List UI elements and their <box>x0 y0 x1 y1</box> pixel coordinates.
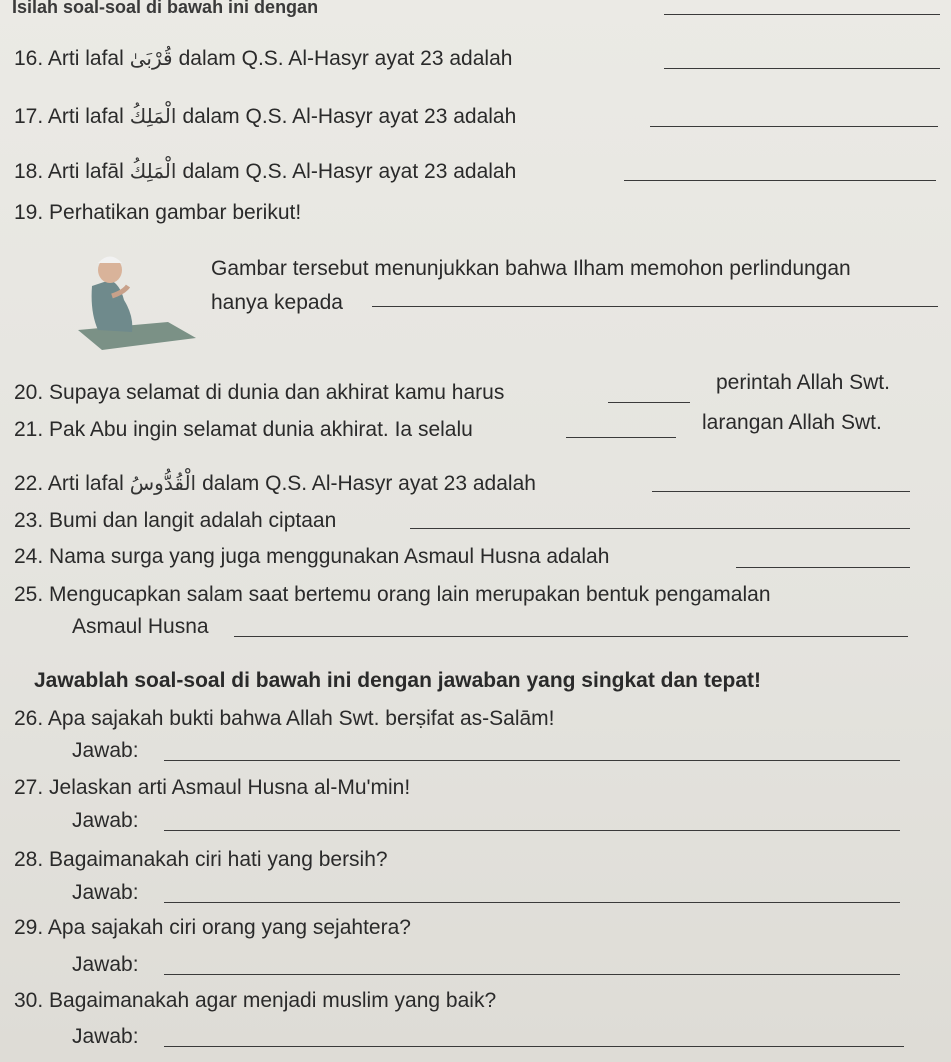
answer-blank[interactable] <box>164 1046 904 1047</box>
question-19-description: hanya kepada <box>211 291 343 314</box>
question-number: 17. <box>14 105 44 128</box>
section-header: Isilah soal-soal di bawah ini dengan <box>12 0 319 17</box>
answer-blank[interactable] <box>164 760 900 761</box>
question-number: 29. <box>14 916 44 939</box>
answer-blank[interactable] <box>736 567 910 568</box>
section-instruction: Jawablah soal-soal di bawah ini dengan jawaban yang singkat dan tepat! <box>34 669 761 692</box>
essay-question-28 <box>14 847 388 873</box>
jawab-label: Jawab: <box>72 881 139 904</box>
question-24 <box>14 544 609 570</box>
question-23 <box>14 508 336 534</box>
arabic-word: الْمَلِكُ <box>129 104 177 128</box>
question-text: dalam Q.S. Al-Hasyr ayat 23 adalah <box>182 105 517 128</box>
question-text: Apa sajakah bukti bahwa Allah Swt. berṣifat as-Salām! <box>47 707 555 730</box>
answer-blank[interactable] <box>164 974 900 975</box>
answer-blank[interactable] <box>234 636 908 637</box>
answer-blank[interactable] <box>624 180 936 181</box>
question-text: Bagaimanakah ciri hati yang bersih? <box>49 848 388 871</box>
question-text: perintah Allah Swt. <box>716 371 890 394</box>
question-20 <box>14 380 504 406</box>
question-18 <box>14 158 516 185</box>
question-text: Bagaimanakah agar menjadi muslim yang baik? <box>49 989 497 1012</box>
question-text: dalam Q.S. Al-Hasyr ayat 23 adalah <box>182 160 517 183</box>
arabic-word: قُرْبَىٰ <box>129 46 173 70</box>
question-number: 21. <box>14 418 44 441</box>
jawab-label: Jawab: <box>72 953 139 976</box>
question-text: Arti lafal <box>47 472 124 495</box>
question-text: Arti lafal <box>47 105 124 128</box>
question-text: Perhatikan gambar berikut! <box>49 201 302 224</box>
arabic-word: الْقُدُّوسُ <box>129 471 197 495</box>
question-17 <box>14 103 516 130</box>
answer-blank[interactable] <box>372 306 938 307</box>
answer-blank[interactable] <box>664 68 940 69</box>
question-number: 18. <box>14 160 44 183</box>
essay-question-30 <box>14 988 496 1014</box>
answer-blank[interactable] <box>664 14 940 15</box>
answer-blank[interactable] <box>608 402 690 403</box>
answer-blank[interactable] <box>566 437 676 438</box>
question-text: Arti lafal <box>47 47 124 70</box>
question-number: 20. <box>14 381 44 404</box>
question-25 <box>14 582 771 608</box>
jawab-label: Jawab: <box>72 809 139 832</box>
question-number: 24. <box>14 545 44 568</box>
question-number: 30. <box>14 989 44 1012</box>
question-number: 23. <box>14 509 44 532</box>
question-number: 16. <box>14 47 44 70</box>
question-text: Bumi dan langit adalah ciptaan <box>49 509 337 532</box>
question-21 <box>14 417 473 443</box>
essay-question-26 <box>14 706 555 732</box>
jawab-label: Jawab: <box>72 1025 139 1048</box>
question-text: Nama surga yang juga menggunakan Asmaul Husna adalah <box>49 545 610 568</box>
question-19-description: Gambar tersebut menunjukkan bahwa Ilham memohon perlindungan <box>211 257 851 280</box>
question-text: Apa sajakah ciri orang yang sejahtera? <box>47 916 411 939</box>
jawab-label: Jawab: <box>72 739 139 762</box>
question-text: dalam Q.S. Al-Hasyr ayat 23 adalah <box>178 47 513 70</box>
question-text: Mengucapkan salam saat bertemu orang lain merupakan bentuk pengamalan <box>49 583 771 606</box>
question-text: Supaya selamat di dunia dan akhirat kamu harus <box>49 381 505 404</box>
question-number: 26. <box>14 707 44 730</box>
question-number: 27. <box>14 776 44 799</box>
question-text: Asmaul Husna <box>72 615 209 638</box>
question-22 <box>14 470 536 497</box>
answer-blank[interactable] <box>164 902 900 903</box>
arabic-word: الْمَلِكُ <box>129 159 177 183</box>
answer-blank[interactable] <box>650 126 938 127</box>
question-text: dalam Q.S. Al-Hasyr ayat 23 adalah <box>202 472 536 495</box>
question-text: Pak Abu ingin selamat dunia akhirat. Ia selalu <box>49 418 473 441</box>
question-text: Arti lafāl <box>47 160 124 183</box>
question-number: 28. <box>14 848 44 871</box>
answer-blank[interactable] <box>652 491 910 492</box>
praying-child-illustration <box>72 246 196 352</box>
question-text: larangan Allah Swt. <box>702 411 882 434</box>
question-16 <box>14 45 512 72</box>
question-19 <box>14 200 301 226</box>
essay-question-27 <box>14 775 410 801</box>
question-number: 22. <box>14 472 44 495</box>
question-text: Jelaskan arti Asmaul Husna al-Mu'min! <box>49 776 411 799</box>
answer-blank[interactable] <box>164 830 900 831</box>
answer-blank[interactable] <box>410 528 910 529</box>
essay-question-29 <box>14 915 411 941</box>
question-number: 19. <box>14 201 44 224</box>
question-number: 25. <box>14 583 44 606</box>
